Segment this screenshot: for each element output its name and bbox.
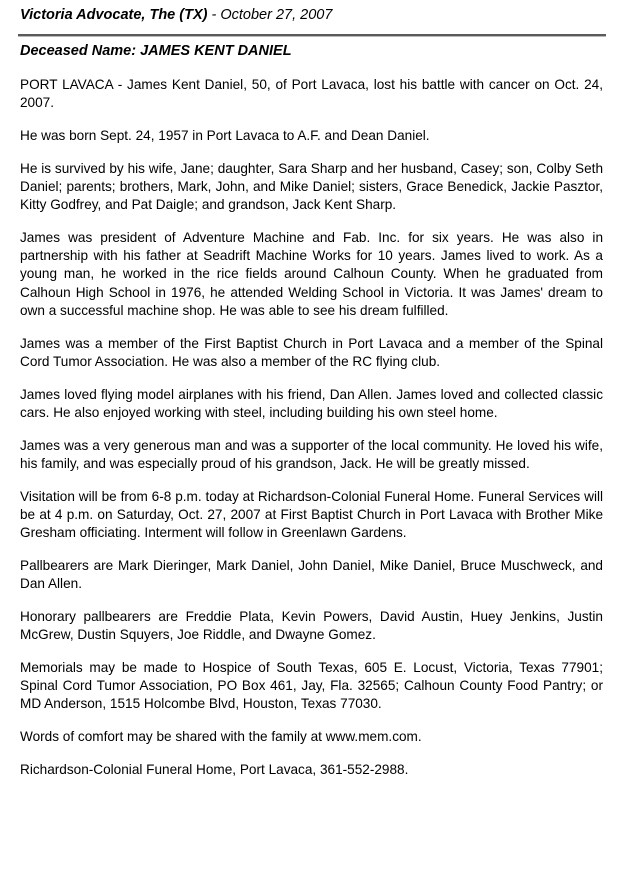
deceased-name: JAMES KENT DANIEL xyxy=(140,43,292,59)
header-divider xyxy=(18,34,606,37)
header-separator: - xyxy=(207,7,221,23)
paragraph-intro: PORT LAVACA - James Kent Daniel, 50, of Port Lavaca, lost his battle with cancer on Oct. 24, 2007. xyxy=(20,77,603,111)
paragraph-character: James was a very generous man and was a supporter of the local community. He loved his wife, his family, and was especially proud of his grandson, Jack. He will be greatly missed. xyxy=(20,437,603,471)
publication-date: October 27, 2007 xyxy=(220,7,333,23)
publication-header xyxy=(20,7,332,23)
paragraph-career: James was president of Adventure Machine and Fab. Inc. for six years. He was also in partnership with his father at Seadrift Machine Works for 10 years. James lived to work. As a young man, he worked in the rice fields around Calhoun County. When he graduated from Calhoun High School in 1976, he attended Welding School in Victoria. It was James' dream to own a successful machine shop. He was able to see his dream fulfilled. xyxy=(20,230,603,318)
paragraph-words-of-comfort: Words of comfort may be shared with the family at www.mem.com. xyxy=(20,729,422,745)
paragraph-hobbies: James loved flying model airplanes with his friend, Dan Allen. James loved and collected classic cars. He also enjoyed working with steel, including building his own steel home. xyxy=(20,386,603,420)
paragraph-survivors: He is survived by his wife, Jane; daughter, Sara Sharp and her husband, Casey; son, Colby Seth Daniel; parents; brothers, Mark, John, and Mike Daniel; sisters, Grace Benedick, Jackie Pasztor, Kitty Godfrey, and Pat Daigle; and grandson, Jack Kent Sharp. xyxy=(20,160,603,213)
obituary-body xyxy=(20,76,603,794)
paragraph-funeral-home: Richardson-Colonial Funeral Home, Port Lavaca, 361-552-2988. xyxy=(20,761,409,777)
paragraph-memberships: James was a member of the First Baptist Church in Port Lavaca and a member of the Spinal Cord Tumor Association. He was also a member of the RC flying club. xyxy=(20,335,603,369)
deceased-label: Deceased Name: xyxy=(20,43,141,59)
deceased-name-line xyxy=(20,43,292,59)
paragraph-honorary-pallbearers: Honorary pallbearers are Freddie Plata, Kevin Powers, David Austin, Huey Jenkins, Justin McGrew, Dustin Squyers, Joe Riddle, and Dwayne Gomez. xyxy=(20,608,603,643)
paragraph-pallbearers: Pallbearers are Mark Dieringer, Mark Daniel, John Daniel, Mike Daniel, Bruce Muschweck, and Dan Allen. xyxy=(20,557,603,592)
paragraph-birth: He was born Sept. 24, 1957 in Port Lavaca to A.F. and Dean Daniel. xyxy=(20,128,430,143)
paragraph-services: Visitation will be from 6-8 p.m. today at Richardson-Colonial Funeral Home. Funeral Services will be at 4 p.m. on Saturday, Oct. 27, 2007 at First Baptist Church in Port Lavaca with Brother Mike Gresham officiating. Interment will follow in Greenlawn Gardens. xyxy=(20,488,603,541)
paragraph-memorials: Memorials may be made to Hospice of South Texas, 605 E. Locust, Victoria, Texas 77901; Spinal Cord Tumor Association, PO Box 461, Jay, Fla. 32565; Calhoun County Food Pantry; or MD Anderson, 1515 Holcombe Blvd, Houston, Texas 77030. xyxy=(20,659,603,712)
publication-name: Victoria Advocate, The (TX) xyxy=(20,7,208,23)
